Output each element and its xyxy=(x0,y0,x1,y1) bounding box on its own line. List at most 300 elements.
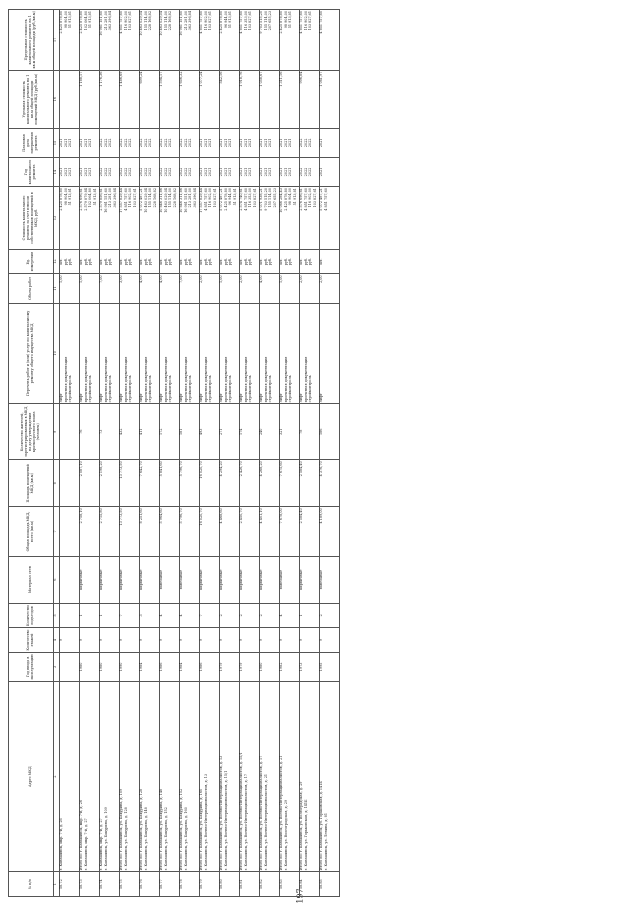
planned-end-year-line: 2021 xyxy=(83,138,88,148)
repair-cost xyxy=(80,187,100,250)
repair-year-line: 2022 xyxy=(128,167,133,177)
floors-count: 9 xyxy=(280,628,300,653)
planned-end-year-line: 2022 xyxy=(308,138,313,148)
commission-year: 1980 xyxy=(100,652,120,681)
residents-count: 321 xyxy=(280,404,300,460)
unit-line: руб. xyxy=(283,257,288,266)
entrances-count: 2 xyxy=(260,603,280,628)
planned-end-year-line: 2022 xyxy=(143,138,148,148)
limit-cost-line: 51 913,81 xyxy=(88,11,93,29)
floors-count: 9 xyxy=(220,628,240,653)
repair-year-line: 2021 xyxy=(79,167,83,177)
specific-cost: 699,24 xyxy=(140,70,160,128)
table-row xyxy=(160,10,180,897)
repair-year-line: 2021 xyxy=(263,167,268,177)
repair-cost-line: 103 827,61 xyxy=(252,188,257,208)
limit-cost-line: 51 913,81 xyxy=(68,11,73,29)
repair-year-line: 2021 xyxy=(199,167,203,177)
repair-year-line: 2022 xyxy=(143,167,148,177)
planned-end-year-line: 2022 xyxy=(183,138,188,148)
commission-year: 1973 xyxy=(300,652,320,681)
repair-cost xyxy=(160,187,180,250)
limit-cost-line: 10 463 029,04 xyxy=(159,11,163,36)
specific-cost: 1 594,17 xyxy=(160,70,180,128)
limit-cost-line: 96 944,00 xyxy=(223,11,228,29)
residents-count: 186 xyxy=(320,404,340,460)
works-list-line: лифт xyxy=(79,393,83,403)
repair-year xyxy=(140,157,160,186)
limit-cost xyxy=(240,10,260,71)
planned-end-year-line: 2021 xyxy=(59,138,63,148)
repair-cost-line: 155 114,00 xyxy=(268,188,273,208)
works-list-line: стройконтроль xyxy=(148,375,153,403)
planned-end-year xyxy=(300,128,320,157)
repair-cost-line: 2 576 696,61 xyxy=(79,188,83,211)
premises-area: 4 294,20 xyxy=(220,460,240,507)
wall-material xyxy=(60,556,80,603)
column-header: Предельная стоимость капитального ремонта на 1 кв.м общей площади (руб./кв.м) xyxy=(9,10,54,71)
unit-line: руб. xyxy=(123,257,128,266)
repair-year xyxy=(320,157,340,186)
repair-cost-line: 2 574 740,61 xyxy=(239,188,243,211)
entrances-count: 4 xyxy=(280,603,300,628)
address-cell-line: Итого по: г. Канашинск, ул. Бакурина, д. 128 xyxy=(139,788,143,871)
address-cell-line: Итого по: г. Канашинск, ул. Военно-Интернационалистов, д. 13 xyxy=(219,755,223,871)
column-header: Год капитального ремонта xyxy=(9,157,54,186)
column-number: 14 xyxy=(54,157,60,186)
column-header: Адрес МКД xyxy=(9,681,54,871)
table-row xyxy=(80,10,100,897)
works-list-line: лифт xyxy=(119,393,123,403)
works-list-line: проектная документация xyxy=(163,356,168,403)
entrances-count: 2 xyxy=(220,603,240,628)
row-number: 58.78 xyxy=(180,872,200,897)
address-cell-line: г. Канашинск, ул. Бакурина, д. 148 xyxy=(143,807,148,871)
entrances-count: 4 xyxy=(160,603,180,628)
column-header: Количество подъездов xyxy=(9,603,54,628)
repair-year xyxy=(240,157,260,186)
total-area: 8 251,60 xyxy=(140,507,160,556)
row-number: 58.79 xyxy=(200,872,220,897)
unit-line: руб. xyxy=(168,257,173,266)
total-area: 4 401,10 xyxy=(260,507,280,556)
column-header: Ед. измерения xyxy=(9,249,54,274)
planned-end-year-line: 2022 xyxy=(119,138,123,148)
repair-cost-line: 2 425 878,80 xyxy=(223,188,228,211)
premises-area: 5 796,70 xyxy=(180,460,200,507)
wall-material: кирпичные xyxy=(120,556,140,603)
entrances-count: 7 xyxy=(120,603,140,628)
table-row xyxy=(260,10,280,897)
repair-year xyxy=(200,157,220,186)
repair-cost-line: 103 827,61 xyxy=(212,188,217,208)
column-header: Материал стен xyxy=(9,556,54,603)
column-header: № п/п xyxy=(9,872,54,897)
repair-cost-line: 228 168,82 xyxy=(152,188,157,208)
repair-cost-line: 10 846 311,86 xyxy=(179,188,183,213)
planned-end-year xyxy=(280,128,300,157)
floors-count: 9 xyxy=(320,628,340,653)
unit-line: шт. xyxy=(139,258,143,265)
planned-end-year-line: 2021 xyxy=(88,138,93,148)
address-cell-line: г. Канашинск, ул. Военно-Интернационалистов, д. 15/1 xyxy=(223,770,228,871)
specific-cost xyxy=(60,70,80,128)
works-list-line: стройконтроль xyxy=(288,375,293,403)
specific-cost: 1 077,24 xyxy=(200,70,220,128)
row-number: 58.81 xyxy=(240,872,260,897)
limit-cost-line: 103 827,61 xyxy=(128,11,133,31)
planned-end-year-line: 2022 xyxy=(299,138,303,148)
unit-line: шт. xyxy=(199,258,203,265)
column-number: 8 xyxy=(54,460,60,507)
column-header: Год ввода в эксплуатацию xyxy=(9,652,54,681)
address-cell xyxy=(280,681,300,871)
table-row xyxy=(300,10,320,897)
repair-year-line: 2021 xyxy=(83,167,88,177)
repair-cost-line: 96 944,00 xyxy=(228,188,233,206)
repair-year-line: 2021 xyxy=(63,167,68,177)
address-cell-line: г. Канашинск, ул. Бакурина, д. 152 xyxy=(163,807,168,871)
unit-line: шт. xyxy=(159,258,163,265)
total-area: 2 758,10 xyxy=(80,507,100,556)
work-volume: 3,00 xyxy=(120,274,140,303)
wall-material: кирпичные xyxy=(220,556,240,603)
works-list xyxy=(320,303,340,404)
repair-cost-line: 213 281,00 xyxy=(108,188,113,208)
works-list-line: лифт xyxy=(279,393,283,403)
page-number: 197 xyxy=(295,888,305,904)
total-area: 5 964,60 xyxy=(160,507,180,556)
repair-cost-line: 213 281,00 xyxy=(188,188,193,208)
repair-cost-line: 2 576 696,61 xyxy=(299,188,303,211)
planned-end-year xyxy=(320,128,340,157)
row-number: 58.76 xyxy=(140,872,160,897)
work-volume: 7,00 xyxy=(180,274,200,303)
limit-cost-line: 10 463 029,04 xyxy=(139,11,143,36)
planned-end-year-line: 2021 xyxy=(239,138,243,148)
works-list xyxy=(220,303,240,404)
works-list xyxy=(280,303,300,404)
repair-cost xyxy=(140,187,160,250)
address-cell-line: г. Канашинск, мкр. 7-й, д. 27 xyxy=(83,818,88,871)
table-row xyxy=(180,10,200,897)
unit-line: руб. xyxy=(148,257,153,266)
unit-line: шт. xyxy=(319,258,323,265)
entrances-count: 1 xyxy=(100,603,120,628)
works-list-line: лифт xyxy=(239,393,243,403)
commission-year: 1986 xyxy=(160,652,180,681)
unit-line: шт. xyxy=(179,258,183,265)
planned-end-year-line: 2022 xyxy=(148,138,153,148)
works-list xyxy=(60,303,80,404)
limit-cost-line: 4 851 757,60 xyxy=(319,11,323,34)
unit-line: руб. xyxy=(203,257,208,266)
planned-end-year-line: 2021 xyxy=(319,138,323,148)
limit-cost-line: 363 396,84 xyxy=(108,11,113,31)
address-cell xyxy=(60,681,80,871)
limit-cost-line: 155 114,00 xyxy=(143,11,148,31)
repair-cost xyxy=(240,187,260,250)
limit-cost xyxy=(180,10,200,71)
specific-cost: 1 486,69 xyxy=(120,70,140,128)
row-number: 58.77 xyxy=(160,872,180,897)
limit-cost-line: 4 851 757,60 xyxy=(199,11,203,34)
limit-cost xyxy=(200,10,220,71)
column-header: Количество этажей xyxy=(9,628,54,653)
works-list-line: проектная документация xyxy=(143,356,148,403)
unit-line: руб. xyxy=(208,257,213,266)
planned-end-year-line: 2022 xyxy=(99,138,103,148)
commission-year: 1982 xyxy=(280,652,300,681)
unit xyxy=(220,249,240,274)
repair-cost-line: 116 353,00 xyxy=(248,188,253,208)
unit xyxy=(320,249,340,274)
limit-cost-line: 207 655,23 xyxy=(268,11,273,31)
works-list xyxy=(260,303,280,404)
unit xyxy=(140,249,160,274)
unit xyxy=(200,249,220,274)
planned-end-year-line: 2022 xyxy=(163,138,168,148)
address-cell-line: г. Канашинск, ул. Горьковская, д. 141Б xyxy=(303,799,308,871)
residents-count: 172 xyxy=(160,404,180,460)
planned-end-year-line: 2021 xyxy=(263,138,268,148)
residents-count: 73 xyxy=(100,404,120,460)
address-cell-line: г. Канашинск, ул. Военно-Интернационалистов, д. 17 xyxy=(243,773,248,871)
repair-year xyxy=(120,157,140,186)
planned-end-year-line: 2022 xyxy=(303,138,308,148)
column-number: 3 xyxy=(54,652,60,681)
repair-cost-line: 4 851 757,60 xyxy=(203,188,208,211)
repair-cost-line: 16 981 151,60 xyxy=(103,188,108,213)
repair-year-line: 2022 xyxy=(123,167,128,177)
planned-end-year xyxy=(160,128,180,157)
wall-material: панельные xyxy=(280,556,300,603)
unit xyxy=(120,249,140,274)
works-list-line: стройконтроль xyxy=(108,375,113,403)
row-number: 58.74 xyxy=(100,872,120,897)
repair-cost-line: 363 396,84 xyxy=(112,188,117,208)
repair-cost-line: 10 463 029,04 xyxy=(143,188,148,213)
address-cell xyxy=(240,681,260,871)
address-cell-line: Итого по: г. Канашинск, ул. Бакурина, д. 152 xyxy=(179,788,183,871)
floors-count: 9 xyxy=(140,628,160,653)
repair-year-line: 2021 xyxy=(319,167,323,177)
wall-material: кирпичные xyxy=(140,556,160,603)
entrances-count: 2 xyxy=(320,603,340,628)
address-cell-line: Итого по: г. Канашинск, мкр. 7-й, д. 26 xyxy=(79,800,83,871)
works-list-line: проектная документация xyxy=(83,356,88,403)
planned-end-year-line: 2021 xyxy=(79,138,83,148)
repair-cost-line: 5 072 487,21 xyxy=(139,188,143,211)
planned-end-year-line: 2021 xyxy=(243,138,248,148)
floors-count: 9 xyxy=(120,628,140,653)
limit-cost-line: 116 353,00 xyxy=(243,11,248,31)
unit-line: руб. xyxy=(108,257,113,266)
works-list xyxy=(120,303,140,404)
work-volume: 2,00 xyxy=(320,274,340,303)
limit-cost xyxy=(80,10,100,71)
repair-year-line: 2022 xyxy=(188,167,193,177)
planned-end-year xyxy=(200,128,220,157)
premises-area: 16 020,70 xyxy=(200,460,220,507)
total-area: 2 715,80 xyxy=(100,507,120,556)
repair-year-line: 2021 xyxy=(268,167,273,177)
works-list-line: стройконтроль xyxy=(208,375,213,403)
address-cell xyxy=(180,681,200,871)
repair-year xyxy=(60,157,80,186)
unit-line: шт. xyxy=(239,258,243,265)
repair-cost-line: 228 168,82 xyxy=(172,188,177,208)
repair-year-line: 2022 xyxy=(183,167,188,177)
unit-line: руб. xyxy=(103,257,108,266)
planned-end-year-line: 2021 xyxy=(203,138,208,148)
address-cell-line: г. Канашинск, ул. Бакурина, д. 128 xyxy=(123,807,128,871)
unit-line: шт. xyxy=(79,258,83,265)
repair-year-line: 2022 xyxy=(179,167,183,177)
limit-cost xyxy=(120,10,140,71)
works-list xyxy=(80,303,100,404)
premises-area: 2 584,40 xyxy=(300,460,320,507)
floors-count: 9 xyxy=(200,628,220,653)
unit-line: руб. xyxy=(163,257,168,266)
column-header: Количество жителей, зарегистрированных в МКД на дату утверждения краткосрочного плана (человек) xyxy=(9,404,54,460)
table-row xyxy=(200,10,220,897)
repair-cost xyxy=(200,187,220,250)
entrances-count: 1 xyxy=(80,603,100,628)
table-row xyxy=(320,10,340,897)
repair-year-line: 2022 xyxy=(139,167,143,177)
residents-count: 78 xyxy=(300,404,320,460)
address-cell-line: Итого по: г. Канашинск, ул. Военно-Интернационалистов, д. 21 xyxy=(279,755,283,871)
repair-year-line: 2021 xyxy=(288,167,293,177)
unit-line: руб. xyxy=(63,257,68,266)
limit-cost-line: 2 425 878,80 xyxy=(219,11,223,34)
premises-area: 2 087,10 xyxy=(80,460,100,507)
unit-line: шт. xyxy=(299,258,303,265)
address-cell-line: Итого по: г. Канашинск, ул. Бакурина, д. 109 xyxy=(119,788,123,871)
planned-end-year-line: 2022 xyxy=(188,138,193,148)
limit-cost-line: 155 114,00 xyxy=(263,11,268,31)
repair-year xyxy=(220,157,240,186)
repair-year-line: 2022 xyxy=(119,167,123,177)
repair-year-line: 2022 xyxy=(148,167,153,177)
limit-cost-line: 51 913,81 xyxy=(288,11,293,29)
unit-line: руб. xyxy=(83,257,88,266)
specific-cost: 1 188,17 xyxy=(80,70,100,128)
repair-year-line: 2022 xyxy=(168,167,173,177)
planned-end-year-line: 2021 xyxy=(268,138,273,148)
residents-count: 174 xyxy=(240,404,260,460)
works-list-line: лифт xyxy=(99,393,103,403)
works-list xyxy=(240,303,260,404)
limit-cost-line: 363 396,84 xyxy=(188,11,193,31)
repair-year-line: 2022 xyxy=(108,167,113,177)
repair-cost-line: 116 902,00 xyxy=(208,188,213,208)
specific-cost: 1 311,16 xyxy=(280,70,300,128)
address-cell xyxy=(200,681,220,871)
works-list-line: лифт xyxy=(59,393,63,403)
repair-year-line: 2022 xyxy=(159,167,163,177)
works-list xyxy=(140,303,160,404)
table-row xyxy=(220,10,240,897)
limit-cost-line: 103 827,61 xyxy=(208,11,213,31)
table-row xyxy=(60,10,80,897)
limit-cost-line: 103 827,61 xyxy=(308,11,313,31)
works-list-line: проектная документация xyxy=(103,356,108,403)
column-number: 12 xyxy=(54,249,60,274)
address-cell-line: г. Канашинск, ул. Ленина, д. 81 xyxy=(323,813,328,871)
unit xyxy=(60,249,80,274)
unit xyxy=(180,249,200,274)
repair-cost-line: 98 904,00 xyxy=(63,188,68,206)
address-cell xyxy=(320,681,340,871)
repair-year-line: 2021 xyxy=(279,167,283,177)
specific-cost: 1 606,32 xyxy=(180,70,200,128)
total-area: 16 020,70 xyxy=(200,507,220,556)
repair-cost-line: 51 913,81 xyxy=(292,188,297,206)
row-number: 58.72 xyxy=(60,872,80,897)
premises-area: 13 773,50 xyxy=(120,460,140,507)
entrances-count: 7 xyxy=(200,603,220,628)
repair-cost xyxy=(260,187,280,250)
limit-cost-line: 98 904,00 xyxy=(63,11,68,29)
limit-cost-line: 4 851 757,60 xyxy=(239,11,243,34)
work-volume: 4,00 xyxy=(260,274,280,303)
limit-cost-line: 98 904,00 xyxy=(283,11,288,29)
row-number: 58.83 xyxy=(280,872,300,897)
unit xyxy=(100,249,120,274)
limit-cost xyxy=(100,10,120,71)
repair-cost-line: 103 827,61 xyxy=(312,188,317,208)
repair-year-line: 2022 xyxy=(308,167,313,177)
repair-year-line: 2021 xyxy=(68,167,73,177)
table-row xyxy=(240,10,260,897)
work-volume: 1,00 xyxy=(220,274,240,303)
premises-area: 4 376,70 xyxy=(320,460,340,507)
unit-line: руб. xyxy=(288,257,293,266)
address-cell-line: Итого по: г. Канашинск, ул. Бакурина, д. 148 xyxy=(159,788,163,871)
planned-end-year-line: 2022 xyxy=(108,138,113,148)
address-cell-line: г. Канашинск, ул. Военно-Интернационалистов, д. 13 xyxy=(203,773,208,871)
repair-year-line: 2022 xyxy=(163,167,168,177)
repair-cost-line: 5 072 487,21 xyxy=(219,188,223,211)
repair-cost xyxy=(100,187,120,250)
column-number: 10 xyxy=(54,303,60,404)
unit-line: руб. xyxy=(248,257,253,266)
specific-cost: 1 918,76 xyxy=(240,70,260,128)
repair-cost-line: 4 851 757,60 xyxy=(303,188,308,211)
residents-count: 432 xyxy=(120,404,140,460)
address-cell xyxy=(260,681,280,871)
repair-cost-line: 10 463 029,04 xyxy=(163,188,168,213)
wall-material: кирпичные xyxy=(80,556,100,603)
unit xyxy=(160,249,180,274)
repair-cost-line: 4 851 757,60 xyxy=(123,188,128,211)
limit-cost-line: 155 114,00 xyxy=(163,11,168,31)
premises-area: 2 198,20 xyxy=(100,460,120,507)
limit-cost-line: 213 281,00 xyxy=(183,11,188,31)
unit-line: руб. xyxy=(68,257,73,266)
planned-end-year-line: 2021 xyxy=(283,138,288,148)
repair-year-line: 2021 xyxy=(59,167,63,177)
planned-end-year-line: 2021 xyxy=(199,138,203,148)
planned-end-year-line: 2022 xyxy=(123,138,128,148)
table-row xyxy=(140,10,160,897)
address-cell-line: г. Канашинск, мкр. 7-й, д. 27 xyxy=(99,818,103,871)
table-row xyxy=(100,10,120,897)
work-volume: 7,00 xyxy=(100,274,120,303)
repair-year xyxy=(160,157,180,186)
